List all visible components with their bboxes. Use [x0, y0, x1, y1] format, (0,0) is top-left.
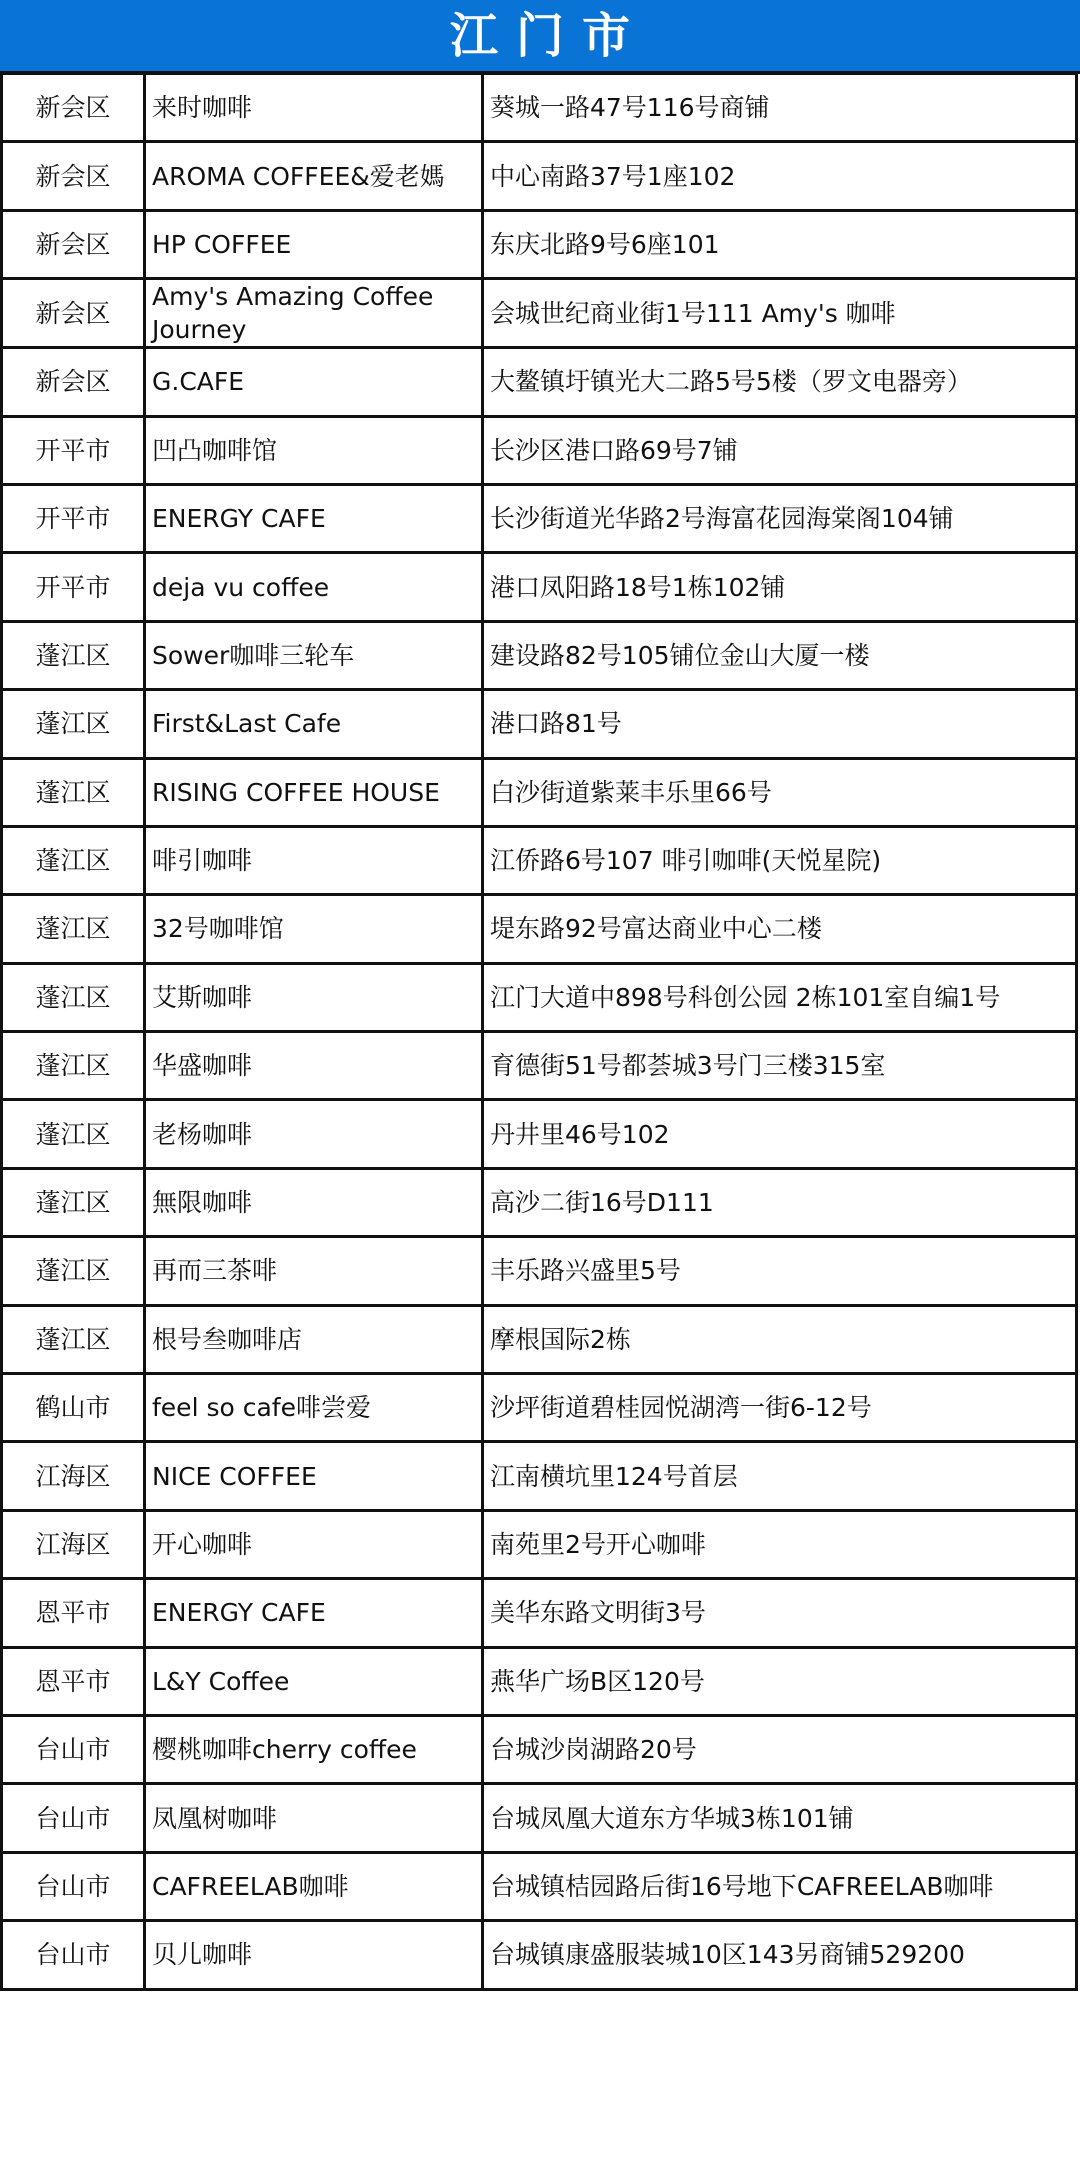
shop-name-cell: 来时咖啡 [145, 74, 483, 142]
district-cell: 台山市 [2, 1852, 145, 1920]
address-cell: 育德街51号都荟城3号门三楼315室 [483, 1032, 1077, 1100]
district-cell: 蓬江区 [2, 1168, 145, 1236]
address-cell: 台城镇桔园路后街16号地下CAFREELAB咖啡 [483, 1852, 1077, 1920]
address-cell: 南苑里2号开心咖啡 [483, 1510, 1077, 1578]
table-row [2, 690, 1077, 758]
district-cell: 蓬江区 [2, 895, 145, 963]
district-cell: 新会区 [2, 279, 145, 348]
shop-name-cell: deja vu coffee [145, 553, 483, 621]
address-cell: 台城镇康盛服装城10区143另商铺529200 [483, 1921, 1077, 1989]
shop-name-cell: NICE COFFEE [145, 1442, 483, 1510]
address-cell: 丰乐路兴盛里5号 [483, 1237, 1077, 1305]
district-cell: 蓬江区 [2, 690, 145, 758]
shop-name-cell: feel so cafe啡尝爱 [145, 1374, 483, 1442]
shop-name-cell: 贝儿咖啡 [145, 1921, 483, 1989]
address-cell: 美华东路文明街3号 [483, 1579, 1077, 1647]
shop-table [0, 72, 1078, 1991]
district-cell: 开平市 [2, 416, 145, 484]
shop-name-cell: ENERGY CAFE [145, 1579, 483, 1647]
district-cell: 江海区 [2, 1442, 145, 1510]
district-cell: 台山市 [2, 1784, 145, 1852]
address-cell: 摩根国际2栋 [483, 1305, 1077, 1373]
address-cell: 沙坪街道碧桂园悦湖湾一街6-12号 [483, 1374, 1077, 1442]
shop-name-cell: AROMA COFFEE&爱老媽 [145, 142, 483, 210]
table-row [2, 1921, 1077, 1989]
table-row [2, 484, 1077, 552]
shop-name-cell: 老杨咖啡 [145, 1100, 483, 1168]
district-cell: 新会区 [2, 74, 145, 142]
table-row [2, 1579, 1077, 1647]
district-cell: 蓬江区 [2, 1305, 145, 1373]
table-row [2, 1374, 1077, 1442]
page-title: 江门市 [449, 7, 648, 64]
table-row [2, 758, 1077, 826]
address-cell: 建设路82号105铺位金山大厦一楼 [483, 621, 1077, 689]
district-cell: 鹤山市 [2, 1374, 145, 1442]
address-cell: 高沙二街16号D111 [483, 1168, 1077, 1236]
table-row [2, 1032, 1077, 1100]
address-cell: 葵城一路47号116号商铺 [483, 74, 1077, 142]
shop-name-cell: 华盛咖啡 [145, 1032, 483, 1100]
shop-name-cell: 开心咖啡 [145, 1510, 483, 1578]
shop-name-cell: RISING COFFEE HOUSE [145, 758, 483, 826]
address-cell: 燕华广场B区120号 [483, 1647, 1077, 1715]
district-cell: 蓬江区 [2, 826, 145, 894]
shop-name-cell: Amy's Amazing Coffee Journey [145, 279, 483, 348]
table-row [2, 210, 1077, 278]
address-cell: 台城沙岗湖路20号 [483, 1715, 1077, 1783]
district-cell: 开平市 [2, 484, 145, 552]
address-cell: 中心南路37号1座102 [483, 142, 1077, 210]
table-row [2, 1852, 1077, 1920]
table-row [2, 1305, 1077, 1373]
shop-name-cell: 凤凰树咖啡 [145, 1784, 483, 1852]
table-row [2, 1510, 1077, 1578]
district-cell: 开平市 [2, 553, 145, 621]
district-cell: 蓬江区 [2, 1100, 145, 1168]
table-row [2, 74, 1077, 142]
district-cell: 台山市 [2, 1715, 145, 1783]
shop-name-cell: 啡引咖啡 [145, 826, 483, 894]
address-cell: 港口路81号 [483, 690, 1077, 758]
district-cell: 恩平市 [2, 1579, 145, 1647]
address-cell: 白沙街道紫莱丰乐里66号 [483, 758, 1077, 826]
address-cell: 堤东路92号富达商业中心二楼 [483, 895, 1077, 963]
title-banner [0, 0, 1080, 74]
district-cell: 台山市 [2, 1921, 145, 1989]
district-cell: 新会区 [2, 210, 145, 278]
table-row [2, 963, 1077, 1031]
shop-name-cell: HP COFFEE [145, 210, 483, 278]
shop-name-cell: L&Y Coffee [145, 1647, 483, 1715]
table-row [2, 553, 1077, 621]
shop-name-cell: Sower咖啡三轮车 [145, 621, 483, 689]
address-cell: 会城世纪商业街1号111 Amy's 咖啡 [483, 279, 1077, 348]
address-cell: 江侨路6号107 啡引咖啡(天悦星院) [483, 826, 1077, 894]
shop-name-cell: G.CAFE [145, 348, 483, 416]
table-row [2, 1442, 1077, 1510]
address-cell: 长沙街道光华路2号海富花园海棠阁104铺 [483, 484, 1077, 552]
district-cell: 恩平市 [2, 1647, 145, 1715]
district-cell: 蓬江区 [2, 1237, 145, 1305]
table-row [2, 1168, 1077, 1236]
table-row [2, 895, 1077, 963]
address-cell: 丹井里46号102 [483, 1100, 1077, 1168]
shop-name-cell: 根号叁咖啡店 [145, 1305, 483, 1373]
district-cell: 蓬江区 [2, 963, 145, 1031]
shop-name-cell: CAFREELAB咖啡 [145, 1852, 483, 1920]
shop-name-cell: 32号咖啡馆 [145, 895, 483, 963]
shop-name-cell: 無限咖啡 [145, 1168, 483, 1236]
table-row [2, 1237, 1077, 1305]
shop-name-cell: 艾斯咖啡 [145, 963, 483, 1031]
district-cell: 蓬江区 [2, 758, 145, 826]
address-cell: 江门大道中898号科创公园 2栋101室自编1号 [483, 963, 1077, 1031]
address-cell: 港口凤阳路18号1栋102铺 [483, 553, 1077, 621]
shop-name-cell: 樱桃咖啡cherry coffee [145, 1715, 483, 1783]
table-row [2, 279, 1077, 348]
district-cell: 江海区 [2, 1510, 145, 1578]
table-row [2, 1647, 1077, 1715]
table-row [2, 416, 1077, 484]
district-cell: 蓬江区 [2, 1032, 145, 1100]
shop-name-cell: ENERGY CAFE [145, 484, 483, 552]
address-cell: 东庆北路9号6座101 [483, 210, 1077, 278]
shop-name-cell: First&Last Cafe [145, 690, 483, 758]
table-row [2, 1100, 1077, 1168]
shop-name-cell: 凹凸咖啡馆 [145, 416, 483, 484]
district-cell: 蓬江区 [2, 621, 145, 689]
address-cell: 江南横坑里124号首层 [483, 1442, 1077, 1510]
shop-name-cell: 再而三茶啡 [145, 1237, 483, 1305]
address-cell: 台城凤凰大道东方华城3栋101铺 [483, 1784, 1077, 1852]
table-row [2, 142, 1077, 210]
table-row [2, 348, 1077, 416]
table-row [2, 1784, 1077, 1852]
address-cell: 长沙区港口路69号7铺 [483, 416, 1077, 484]
district-cell: 新会区 [2, 142, 145, 210]
table-row [2, 826, 1077, 894]
table-row [2, 621, 1077, 689]
table-row [2, 1715, 1077, 1783]
address-cell: 大鳌镇圩镇光大二路5号5楼（罗文电器旁） [483, 348, 1077, 416]
district-cell: 新会区 [2, 348, 145, 416]
shop-table-body [2, 74, 1077, 1990]
